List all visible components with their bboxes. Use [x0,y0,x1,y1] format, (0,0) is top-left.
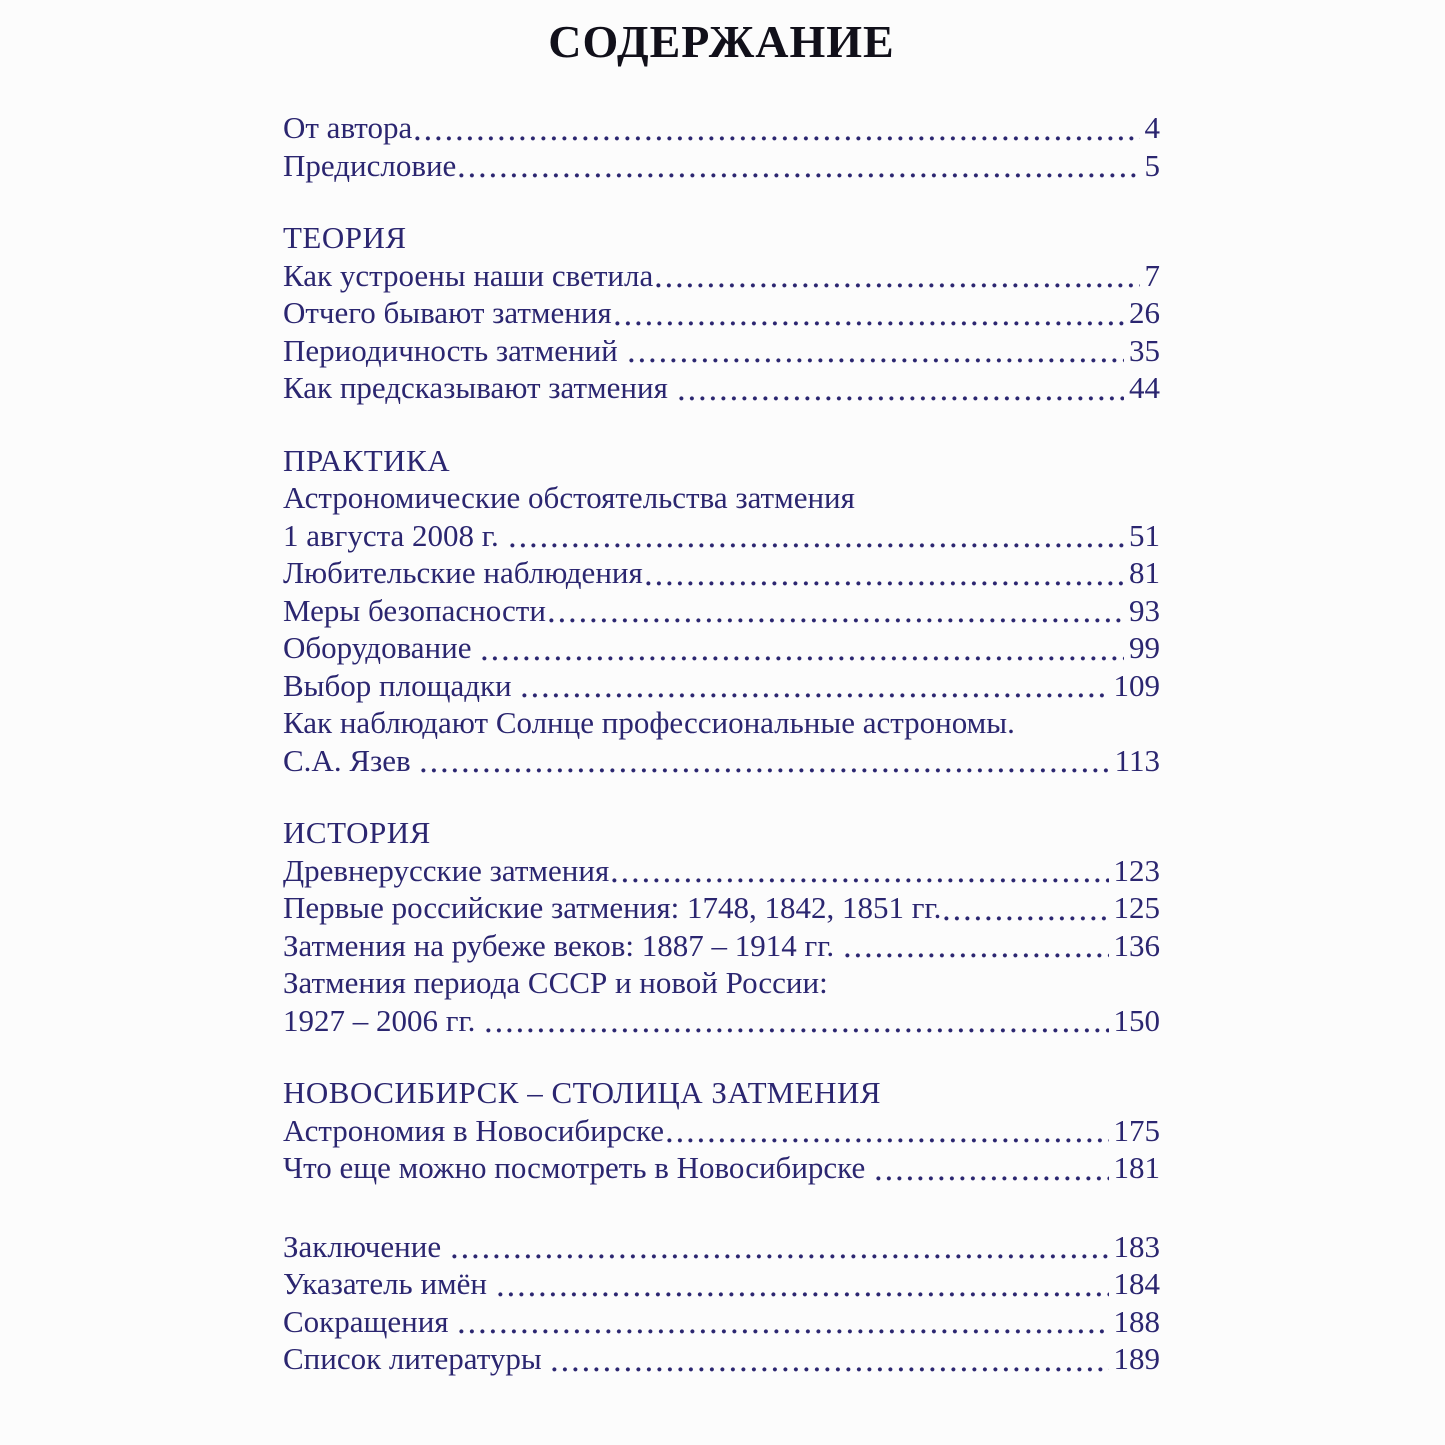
toc-entry-label: Сокращения [283,1303,457,1339]
toc-entry-page: 99 [1129,630,1160,666]
section-heading: ТЕОРИЯ [283,220,407,256]
toc-entry-label: Как предсказывают затмения [283,370,676,406]
toc-entry-label: Астрономия в Новосибирске [283,1112,665,1148]
toc-entry [283,1265,1160,1303]
toc-entry [283,852,1160,890]
toc-entry [283,1228,1160,1266]
toc-entry-page: 136 [1113,927,1160,963]
dot-leader [522,667,1108,705]
toc-entry [283,369,1160,407]
toc-entry [283,889,1160,927]
toc-entry-page: 175 [1113,1112,1160,1148]
toc-entry-label: Как устроены наши светила [283,257,654,293]
dot-leader [656,257,1139,295]
section-heading: НОВОСИБИРСК – СТОЛИЦА ЗАТМЕНИЯ [283,1075,882,1111]
toc-entry-label: Астрономические обстоятельства затмения [283,480,855,516]
dot-leader [415,109,1139,147]
toc-entry-label: Выбор площадки [283,667,520,703]
dot-leader [482,629,1124,667]
toc-entry [283,332,1160,370]
toc-entry-label: Периодичность затмений [283,332,626,368]
toc-list [283,109,1160,1378]
toc-entry-label: Меры безопасности [283,592,546,628]
toc-entry-wrap-line [283,704,1160,742]
toc-group [283,109,1160,184]
toc-entry-page: 35 [1129,332,1160,368]
toc-entry [283,109,1160,147]
toc-entry-label: Список литературы [283,1341,550,1377]
dot-leader [552,1340,1108,1378]
toc-entry-page: 123 [1113,852,1160,888]
toc-entry-label: Предисловие [283,147,457,183]
dot-leader [459,1303,1108,1341]
toc-entry-page: 4 [1144,110,1160,146]
toc-group [283,442,1160,780]
toc-entry [283,517,1160,555]
toc-entry-label: 1 августа 2008 г. [283,517,507,553]
toc-entry-label: Первые российские затмения: 1748, 1842, 1851 гг. [283,890,942,926]
dot-leader [498,1265,1109,1303]
section-heading: ИСТОРИЯ [283,815,431,851]
toc-entry-label: Что еще можно посмотреть в Новосибирске [283,1150,873,1186]
toc-entry-page: 81 [1129,555,1160,591]
toc-entry-page: 109 [1113,667,1160,703]
dot-leader [876,1149,1109,1187]
toc-entry-label: Указатель имён [283,1266,495,1302]
toc-entry-page: 26 [1129,295,1160,331]
toc-entry-page: 125 [1113,890,1160,926]
dot-leader [629,332,1125,370]
toc-entry [283,742,1160,780]
toc-entry-label: Оборудование [283,630,480,666]
dot-leader [845,927,1109,965]
dot-leader [510,517,1124,555]
dot-leader [486,1002,1108,1040]
page-title: СОДЕРЖАНИЕ [548,16,895,67]
toc-entry-label: С.А. Язев [283,742,419,778]
toc-group [283,219,1160,407]
toc-entry [283,294,1160,332]
toc-entry [283,1340,1160,1378]
toc-entry [283,1303,1160,1341]
toc-entry-page: 184 [1113,1266,1160,1302]
toc-entry-label: Затмения периода СССР и новой России: [283,965,828,1001]
toc-entry-page: 51 [1129,517,1160,553]
toc-entry-label: От автора [283,110,413,146]
dot-leader [667,1112,1108,1150]
toc-entry [283,667,1160,705]
dot-leader [646,554,1124,592]
toc-entry-page: 183 [1113,1228,1160,1264]
dot-leader [549,592,1124,630]
toc-entry [283,927,1160,965]
toc-entry-page: 7 [1144,257,1160,293]
toc-entry [283,629,1160,667]
toc-entry-label: Древнерусские затмения [283,852,610,888]
toc-entry [283,1112,1160,1150]
toc-entry-wrap-line [283,964,1160,1002]
toc-entry-page: 150 [1113,1002,1160,1038]
toc-entry-wrap-line [283,479,1160,517]
toc-entry-page: 181 [1113,1150,1160,1186]
toc-entry-page: 189 [1113,1341,1160,1377]
toc-entry-label: Заключение [283,1228,449,1264]
toc-entry [283,147,1160,185]
toc-entry-page: 188 [1113,1303,1160,1339]
toc-entry-page: 113 [1114,742,1160,778]
section-heading: ПРАКТИКА [283,442,451,478]
toc-entry [283,1149,1160,1187]
dot-leader [679,369,1124,407]
toc-entry-page: 44 [1129,370,1160,406]
dot-leader [421,742,1109,780]
dot-leader [615,294,1124,332]
dot-leader [944,889,1108,927]
book-contents-page [283,0,1160,1445]
toc-entry-label: Любительские наблюдения [283,555,643,591]
toc-entry-label: 1927 – 2006 гг. [283,1002,484,1038]
toc-entry [283,257,1160,295]
toc-entry-label: Как наблюдают Солнце профессиональные астрономы. [283,705,1015,741]
dot-leader [612,852,1108,890]
toc-entry-page: 93 [1129,592,1160,628]
toc-entry-label: Отчего бывают затмения [283,295,612,331]
toc-entry-label: Затмения на рубеже веков: 1887 – 1914 гг. [283,927,842,963]
dot-leader [452,1228,1109,1266]
toc-entry [283,1002,1160,1040]
toc-entry-page: 5 [1144,147,1160,183]
toc-entry [283,554,1160,592]
toc-group [283,814,1160,1039]
toc-entry [283,592,1160,630]
toc-group [283,1074,1160,1187]
dot-leader [459,147,1139,185]
toc-group [283,1228,1160,1378]
